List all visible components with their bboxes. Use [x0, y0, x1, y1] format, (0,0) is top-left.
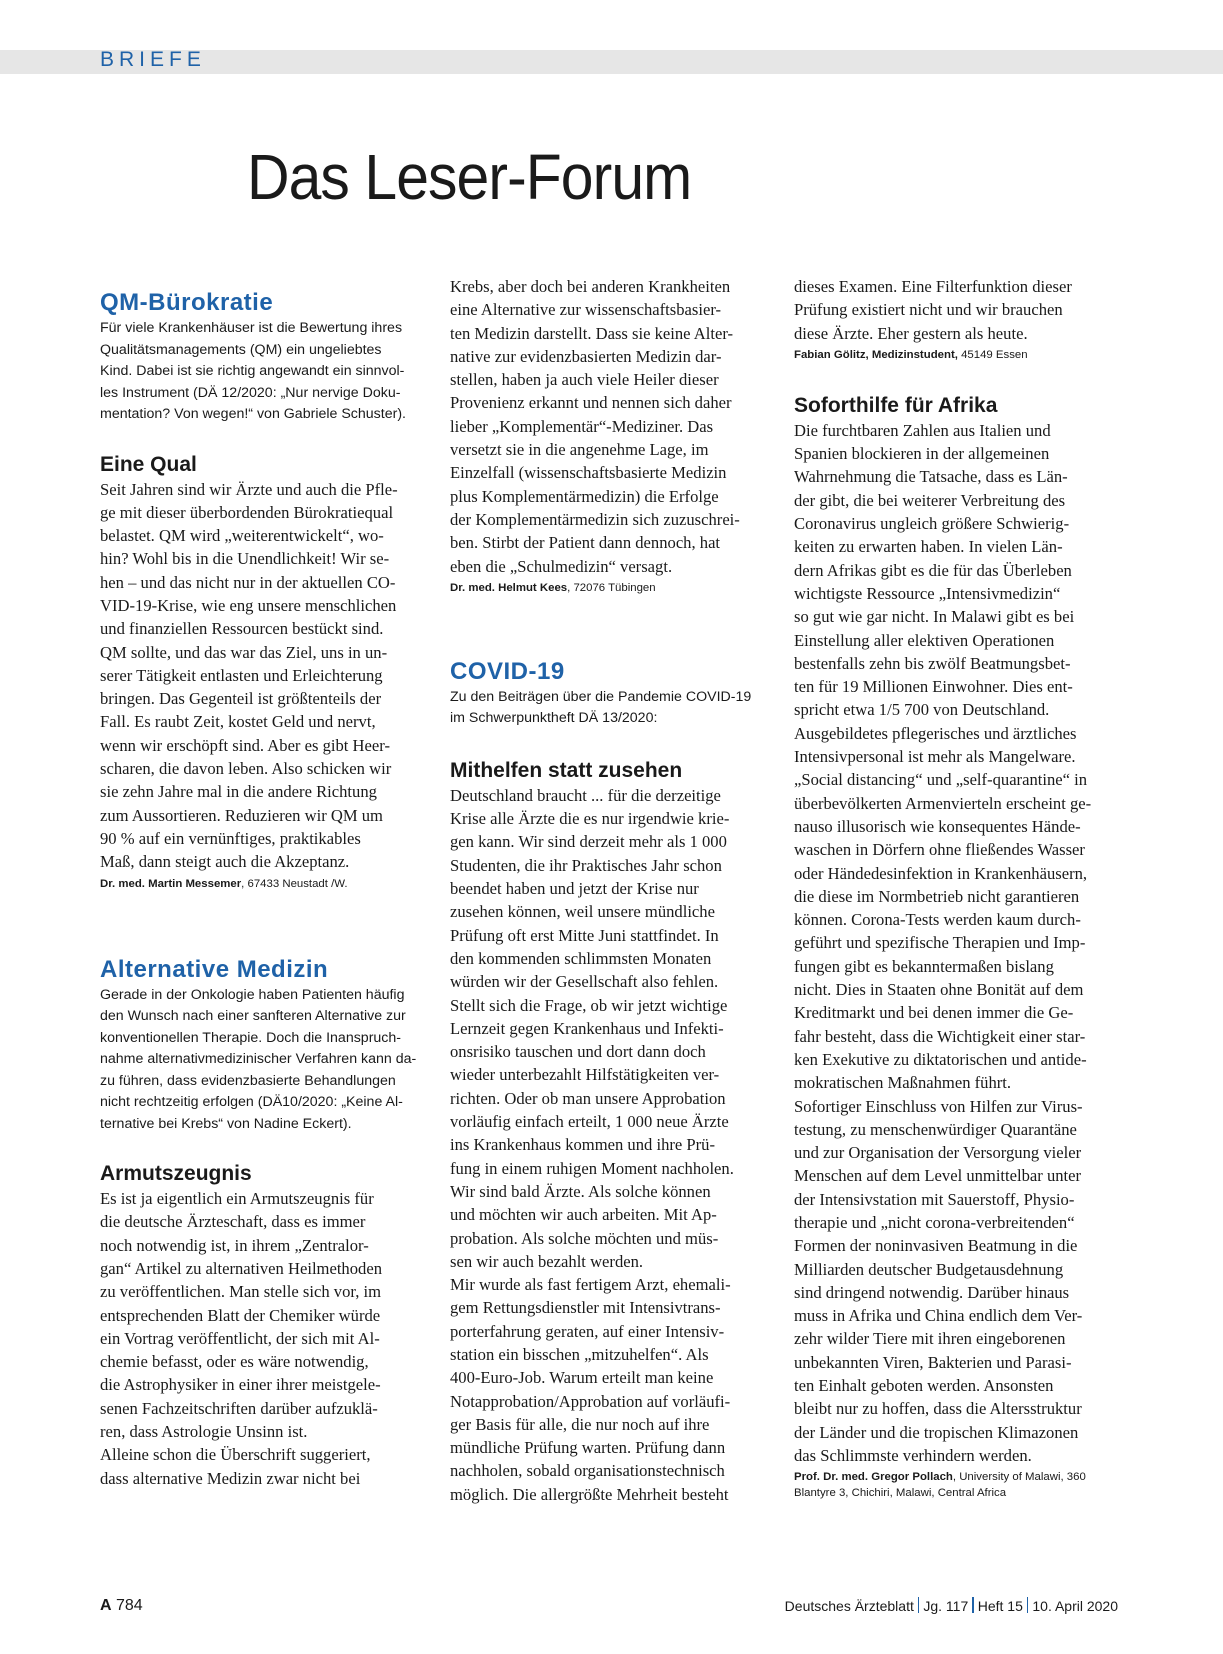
text-line: Provenienz erkannt und nennen sich daher [450, 393, 732, 413]
text-line: Mir wurde als fast fertigem Arzt, ehemali- [450, 1275, 731, 1295]
covid-heading: COVID-19 [450, 657, 565, 685]
text-line: bringen. Das Gegenteil ist größtenteils der [100, 689, 382, 709]
text-line: 400-Euro-Job. Warum erteilt man keine [450, 1368, 714, 1388]
text-line: das Schlimmste verhindern werden. [794, 1445, 1032, 1465]
text-line: überbevölkerten Armenvierteln erscheint ge- [794, 793, 1092, 813]
text-line: nicht rechtzeitig erfolgen (DÄ10/2020: „Keine Al- [100, 1094, 403, 1111]
armut-body [100, 1187, 433, 1490]
text-line: Kind. Dabei ist sie richtig angewandt ein sinnvol- [100, 363, 405, 379]
text-line: Zu den Beiträgen über die Pandemie COVID-19 [450, 688, 752, 705]
text-line: Gerade in der Onkologie haben Patienten häufig [100, 986, 405, 1003]
text-line: der Komplementärmedizin sich zuzuschrei- [450, 509, 740, 529]
text-line: versetzt sie in die angenehme Lage, im [450, 440, 709, 460]
page-title: Das Leser-Forum [247, 141, 692, 213]
text-line: Die furchtbaren Zahlen aus Italien und [794, 420, 1051, 440]
text-line: VID-19-Krise, wie eng unsere menschlichen [100, 595, 397, 615]
text-line: sen wir auch bezahlt werden. [450, 1251, 644, 1271]
text-line: noch notwendig ist, in ihrem „Zentralor- [100, 1235, 369, 1255]
separator [918, 1597, 920, 1613]
armut-sig-place: , 72076 Tübingen [567, 581, 656, 594]
text-line: ten Medizin darstellt. Dass sie keine Alter- [450, 323, 734, 343]
text-line: ken Exekutive zu diktatorischen und antide- [794, 1049, 1087, 1069]
text-line: Einzelfall (wissenschaftsbasierte Medizin [450, 463, 727, 483]
text-line: dieses Examen. Eine Filterfunktion dieser [794, 277, 1072, 296]
text-line: ins Krankenhaus kommen und ihre Prü- [450, 1135, 715, 1155]
text-line: Prüfung existiert nicht und wir brauchen [794, 300, 1063, 320]
text-line: gen kann. Wir sind derzeit mehr als 1 000 [450, 832, 727, 852]
column-2 [450, 275, 783, 1506]
text-line: der gibt, die bei weiterer Verbreitung des [794, 490, 1066, 510]
text-line: Es ist ja eigentlich ein Armutszeugnis für [100, 1189, 374, 1209]
text-line: ge mit dieser überbordenden Bürokratiequal [100, 502, 394, 522]
text-line: geführt und spezifische Therapien und Imp- [794, 933, 1086, 953]
text-line: ger Basis für alle, die nur noch auf ihre [450, 1414, 710, 1434]
text-line: wieder unterbezahlt Hilfstätigkeiten ver- [450, 1065, 720, 1085]
text-line: der Intensivstation mit Sauerstoff, Physio- [794, 1189, 1075, 1209]
text-line: ben. Stirbt der Patient dann dennoch, hat [450, 533, 721, 553]
text-line: würden wir der Gesellschaft also fehlen. [450, 972, 719, 992]
text-line: zusehen können, weil unsere mündliche [450, 902, 715, 922]
afrika-body [794, 419, 1127, 1467]
covid-lead [450, 687, 783, 730]
text-line: bestenfalls zehn bis zwölf Beatmungsbet- [794, 653, 1071, 673]
text-line: gem Rettungsdienstler mit Intensivtrans- [450, 1298, 721, 1318]
issue: Heft 15 [977, 1598, 1023, 1614]
text-line: die deutsche Ärzteschaft, dass es immer [100, 1212, 366, 1232]
text-line: und finanziellen Ressourcen bestückt sind. [100, 619, 384, 639]
text-line: konventionellen Therapie. Doch die Inanspruch- [100, 1029, 402, 1046]
text-line: Spanien blockieren in der allgemeinen [794, 444, 1050, 464]
issue-date: 10. April 2020 [1032, 1598, 1118, 1614]
text-line: sind dringend notwendig. Darüber hinaus [794, 1282, 1070, 1302]
column-1 [100, 288, 433, 1490]
mithelfen-sig-name: Fabian Gölitz, Medizinstudent, [794, 348, 958, 361]
journal-name: Deutsches Ärzteblatt [784, 1598, 914, 1614]
mithelfen-heading: Mithelfen statt zusehen [450, 758, 683, 782]
text-line: Seit Jahren sind wir Ärzte und auch die Pfle- [100, 479, 398, 499]
text-line: wichtigste Ressource „Intensivmedizin“ [794, 583, 1061, 603]
text-line: bleibt nur zu hoffen, dass die Altersstruktur [794, 1399, 1082, 1419]
qual-signature [100, 876, 433, 892]
text-line: Krebs, aber doch bei anderen Krankheiten [450, 277, 731, 296]
afrika-heading: Soforthilfe für Afrika [794, 393, 998, 417]
mithelfen-body [450, 784, 783, 1506]
text-line: station ein bisschen „mitzuhelfen“. Als [450, 1344, 709, 1364]
separator [972, 1597, 974, 1613]
text-line: Qualitätsmanagements (QM) ein ungeliebtes [100, 341, 382, 358]
text-line: vorläufig einfach erteilt, 1 000 neue Ärzte [450, 1112, 729, 1132]
text-line: entsprechenden Blatt der Chemiker würde [100, 1305, 381, 1325]
page-prefix: A [100, 1597, 112, 1614]
text-line: den kommenden schlimmsten Monaten [450, 948, 712, 968]
text-line: plus Komplementärmedizin) die Erfolge [450, 486, 719, 506]
text-line: möglich. Die allergrößte Mehrheit besteht [450, 1484, 729, 1504]
text-line: therapie und „nicht corona-verbreitenden“ [794, 1212, 1075, 1232]
text-line: Für viele Krankenhäuser ist die Bewertung ihres [100, 320, 403, 336]
text-line: Coronavirus ungleich größere Schwierig- [794, 514, 1070, 534]
text-line: Menschen auf dem Level unmittelbar unter [794, 1166, 1082, 1186]
text-line: Deutschland braucht ... für die derzeitige [450, 785, 721, 805]
text-line: Wir sind bald Ärzte. Als solche können [450, 1181, 711, 1201]
text-line: ein Vortrag veröffentlicht, der sich mit Al- [100, 1328, 380, 1348]
text-line: QM sollte, und das war das Ziel, uns in un- [100, 642, 388, 662]
text-line: nahme alternativmedizinischer Verfahren kann da- [100, 1051, 417, 1068]
afrika-sig-place: , University of Malawi, 360 [952, 1471, 1086, 1484]
qm-heading: QM-Bürokratie [100, 289, 274, 316]
text-line: Fall. Es raubt Zeit, kostet Geld und nervt, [100, 712, 376, 732]
text-line: mentation? Von wegen!“ von Gabriele Schuster). [100, 406, 406, 422]
text-line: hin? Wohl bis in die Unendlichkeit! Wir se- [100, 549, 390, 569]
text-line: richten. Oder ob man unsere Approbation [450, 1088, 726, 1108]
text-line: fahr besteht, dass die Wichtigkeit einer star- [794, 1026, 1086, 1046]
text-line: nicht. Dies in Staaten ohne Bonität auf dem [794, 980, 1084, 1000]
qm-lead [100, 318, 433, 426]
text-line: stellen, haben ja auch viele Heiler dieser [450, 370, 719, 390]
armut-heading: Armutszeugnis [100, 1162, 252, 1186]
text-line: zehr wilder Tiere mit ihren eingeborenen [794, 1329, 1066, 1349]
volume: Jg. 117 [923, 1598, 969, 1614]
text-line: oder Händedesinfektion in Krankenhäusern, [794, 863, 1088, 883]
journal-info [785, 1597, 1118, 1614]
text-line: chemie befasst, oder es wäre notwendig, [100, 1352, 369, 1372]
alt-lead [100, 985, 433, 1136]
armut-continued [450, 275, 783, 578]
separator [1027, 1597, 1029, 1613]
text-line: Alleine schon die Überschrift suggeriert, [100, 1445, 371, 1465]
mithelfen-continued [794, 275, 1127, 345]
text-line: probation. Als solche möchten und müs- [450, 1228, 719, 1248]
text-line: 90 % auf ein vernünftiges, praktikables [100, 828, 361, 848]
text-line: Sofortiger Einschluss von Hilfen zur Virus- [794, 1096, 1083, 1116]
text-line: mokratischen Maßnahmen führt. [794, 1073, 1012, 1093]
text-line: Milliarden deutscher Budgetausdehnung [794, 1259, 1064, 1279]
text-line: eine Alternative zur wissenschaftsbasier- [450, 300, 722, 320]
text-line: Kreditmarkt und bei denen immer die Ge- [794, 1003, 1074, 1023]
text-line: Maß, dann steigt auch die Akzeptanz. [100, 852, 350, 872]
text-line: onsrisiko tauschen und dort dann doch [450, 1042, 706, 1062]
text-line: dern Afrikas gibt es die für das Überleben [794, 560, 1072, 580]
text-line: und zur Organisation der Versorgung vieler [794, 1143, 1082, 1163]
text-line: den Wunsch nach einer sanfteren Alternative zur [100, 1008, 406, 1025]
text-line: unbekannten Viren, Bakterien und Parasi- [794, 1352, 1072, 1372]
text-line: fung in einem ruhigen Moment nachholen. [450, 1158, 734, 1178]
text-line: Intensivpersonal ist mehr als Mangelware. [794, 747, 1076, 767]
text-line: im Schwerpunktheft DÄ 13/2020: [450, 710, 658, 727]
text-line: nachholen, sobald organisationstechnisch [450, 1461, 725, 1481]
afrika-sig-place-2: Blantyre 3, Chichiri, Malawi, Central Africa [794, 1487, 1007, 1500]
mithelfen-sig-place: 45149 Essen [957, 348, 1028, 361]
text-line: waschen in Dörfern ohne fließendes Wasser [794, 840, 1085, 860]
section-label: BRIEFE [100, 48, 206, 71]
text-line: nauso illusorisch wie konsequentes Hände- [794, 816, 1081, 836]
text-line: ten für 19 Millionen Einwohner. Dies ent- [794, 677, 1073, 697]
column-3 [794, 275, 1127, 1501]
text-line: Studenten, die ihr Praktisches Jahr schon [450, 855, 722, 875]
armut-signature [450, 580, 783, 596]
text-line: sie zehn Jahre mal in die andere Richtung [100, 782, 377, 802]
text-line: ten Einhalt geboten werden. Ansonsten [794, 1376, 1054, 1396]
text-line: zu führen, dass evidenzbasierte Behandlungen [100, 1072, 396, 1089]
text-line: dass alternative Medizin zwar nicht bei [100, 1468, 361, 1488]
text-line: porterfahrung geraten, auf einer Intensiv- [450, 1321, 725, 1341]
text-line: spricht etwa 1/5 700 von Deutschland. [794, 700, 1050, 720]
qual-sig-name: Dr. med. Martin Messemer [100, 877, 242, 890]
text-line: beendet haben und jetzt der Krise nur [450, 879, 699, 899]
text-line: der Länder und die tropischen Klimazonen [794, 1422, 1079, 1442]
mithelfen-signature [794, 347, 1127, 363]
text-line: ren, dass Astrologie Unsinn ist. [100, 1422, 308, 1442]
text-line: Ausgebildetes pflegerisches und ärztliches [794, 723, 1077, 743]
qual-sig-place: , 67433 Neustadt /W. [241, 877, 348, 890]
text-line: Notapprobation/Approbation auf vorläufi- [450, 1391, 731, 1411]
text-line: les Instrument (DÄ 12/2020: „Nur nervige Doku- [100, 384, 401, 401]
text-line: belastet. QM wird „weiterentwickelt“, wo- [100, 526, 384, 546]
text-line: senen Fachzeitschriften darüber aufzuklä- [100, 1398, 378, 1418]
text-line: scharen, die davon leben. Also schicken wir [100, 759, 392, 779]
text-line: Prüfung oft erst Mitte Juni stattfindet. In [450, 925, 719, 945]
text-line: Wahrnehmung die Tatsache, dass es Län- [794, 467, 1068, 487]
text-line: lieber „Komplementär“-Mediziner. Das [450, 416, 714, 436]
text-line: fungen gibt es bekanntermaßen bislang [794, 956, 1054, 976]
qual-heading: Eine Qual [100, 452, 197, 476]
text-line: „Social distancing“ und „self-quarantine“ in [794, 770, 1088, 790]
text-line: Krise alle Ärzte die es nur irgendwie krie- [450, 809, 730, 829]
text-line: hen – und das nicht nur in der aktuellen CO- [100, 572, 396, 592]
afrika-signature [794, 1469, 1127, 1501]
text-line: Lernzeit gegen Krankenhaus und Infekti- [450, 1018, 724, 1038]
text-line: diese Ärzte. Eher gestern als heute. [794, 323, 1028, 343]
armut-sig-name: Dr. med. Helmut Kees [450, 581, 568, 594]
qual-body [100, 478, 433, 874]
text-line: die diese im Normbetrieb nicht garantieren [794, 886, 1080, 906]
text-line: zum Aussortieren. Reduzieren wir QM um [100, 805, 383, 825]
text-line: serer Tätigkeit entlasten und Erleichterung [100, 665, 383, 685]
afrika-sig-name: Prof. Dr. med. Gregor Pollach [794, 1471, 953, 1484]
text-line: gan“ Artikel zu alternativen Heilmethoden [100, 1258, 382, 1278]
text-line: können. Corona-Tests werden kaum durch- [794, 910, 1081, 930]
text-line: native zur evidenzbasierten Medizin dar- [450, 346, 722, 366]
text-line: testung, zu menschenwürdiger Quarantäne [794, 1119, 1077, 1139]
text-line: so gut wie gar nicht. In Malawi gibt es bei [794, 607, 1075, 627]
text-line: Stellt sich die Frage, ob wir jetzt wichtige [450, 995, 728, 1015]
page-number [100, 1597, 143, 1615]
text-line: keiten zu erwarten haben. In vielen Län- [794, 537, 1063, 557]
text-line: eben die „Schulmedizin“ versagt. [450, 556, 673, 576]
text-line: Formen der noninvasiven Beatmung in die [794, 1236, 1078, 1256]
text-line: die Astrophysiker in einer ihrer meistgele- [100, 1375, 381, 1395]
text-line: mündliche Prüfung warten. Prüfung dann [450, 1438, 726, 1458]
text-line: Einstellung aller elektiven Operationen [794, 630, 1055, 650]
text-line: ternative bei Krebs“ von Nadine Eckert). [100, 1115, 352, 1132]
text-line: zu veröffentlichen. Man stelle sich vor, im [100, 1282, 382, 1302]
page-number-value: 784 [111, 1597, 143, 1614]
text-line: wenn wir erschöpft sind. Aber es gibt Heer- [100, 735, 390, 755]
text-line: und möchten wir auch arbeiten. Mit Ap- [450, 1205, 717, 1225]
text-line: muss in Afrika und China endlich dem Ver- [794, 1306, 1083, 1326]
alt-heading: Alternative Medizin [100, 955, 329, 983]
